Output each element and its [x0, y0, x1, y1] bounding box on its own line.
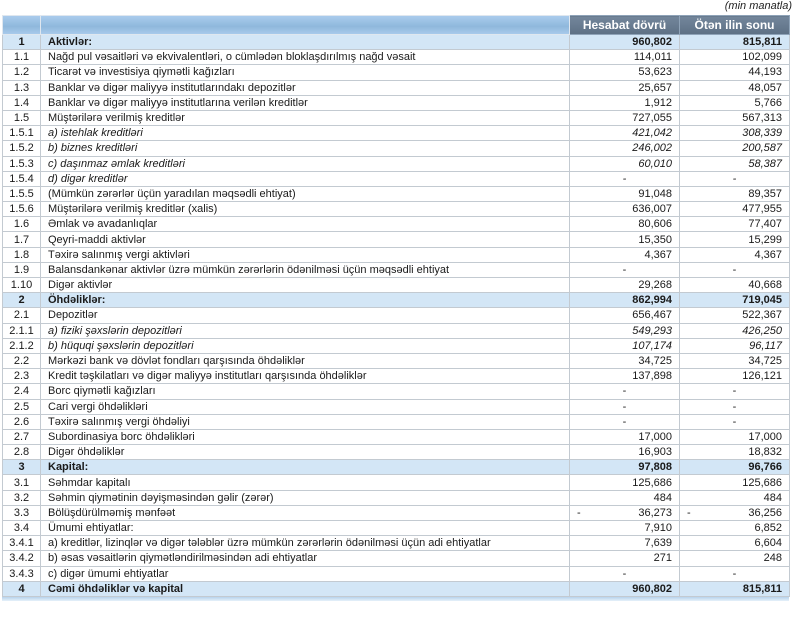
value-previous-year-end: 248	[680, 551, 790, 566]
table-bottom-edge	[2, 597, 789, 601]
row-number: 1.5.1	[3, 126, 41, 141]
table-row	[3, 581, 790, 596]
table-row	[3, 353, 790, 368]
value-previous-year-end: 200,587	[680, 141, 790, 156]
value-reporting-period: 17,000	[570, 429, 680, 444]
value-previous-year-end: 18,832	[680, 445, 790, 460]
row-label: Banklar və digər maliyyə institutlarındakı depozitlər	[41, 80, 570, 95]
row-label: Nağd pul vəsaitləri və ekvivalentləri, o cümlədən bloklaşdırılmış nağd vəsait	[41, 50, 570, 65]
value-reporting-period: 960,802	[570, 35, 680, 50]
row-number: 2.4	[3, 384, 41, 399]
value-reporting-period: 960,802	[570, 581, 680, 596]
row-number: 1.5.4	[3, 171, 41, 186]
value-previous-year-end: 4,367	[680, 247, 790, 262]
table-row	[3, 293, 790, 308]
value-previous-year-end: 102,099	[680, 50, 790, 65]
value-previous-year-end: 477,955	[680, 202, 790, 217]
value-previous-year-end: 426,250	[680, 323, 790, 338]
value-previous-year-end: -	[680, 414, 790, 429]
value-previous-year-end: 34,725	[680, 353, 790, 368]
row-number: 3.3	[3, 505, 41, 520]
value-previous-year-end: -	[680, 399, 790, 414]
row-number: 2.1.2	[3, 338, 41, 353]
row-number: 3.4.1	[3, 536, 41, 551]
row-label: Bölüşdürülməmiş mənfəət	[41, 505, 570, 520]
column-header-previous-year-end: Ötən ilin sonu	[680, 16, 790, 35]
row-label: Depozitlər	[41, 308, 570, 323]
financial-table	[2, 15, 790, 597]
value-reporting-period: 114,011	[570, 50, 680, 65]
table-row	[3, 536, 790, 551]
row-label: Borc qiymətli kağızları	[41, 384, 570, 399]
row-number: 3.2	[3, 490, 41, 505]
value-previous-year-end: 522,367	[680, 308, 790, 323]
row-number: 2.3	[3, 369, 41, 384]
row-number: 2.1.1	[3, 323, 41, 338]
row-label: c) digər ümumi ehtiyatlar	[41, 566, 570, 581]
row-number: 1.6	[3, 217, 41, 232]
value-reporting-period: 4,367	[570, 247, 680, 262]
column-header-reporting-period: Hesabat dövrü	[570, 16, 680, 35]
row-number: 1.5.6	[3, 202, 41, 217]
row-number-column-header	[3, 16, 41, 35]
table-row	[3, 141, 790, 156]
value-previous-year-end: 815,811	[680, 35, 790, 50]
table-body	[3, 35, 790, 597]
table-row	[3, 460, 790, 475]
row-label: Müştərilərə verilmiş kreditlər (xalis)	[41, 202, 570, 217]
value-reporting-period: 60,010	[570, 156, 680, 171]
row-label: Təxirə salınmış vergi aktivləri	[41, 247, 570, 262]
table-row	[3, 490, 790, 505]
row-number: 2.2	[3, 353, 41, 368]
value-reporting-period: 91,048	[570, 186, 680, 201]
table-row	[3, 323, 790, 338]
row-label: d) digər kreditlər	[41, 171, 570, 186]
row-label: Aktivlər:	[41, 35, 570, 50]
value-reporting-period: 862,994	[570, 293, 680, 308]
header-row	[3, 16, 790, 35]
table-row	[3, 247, 790, 262]
value-reporting-period: 1,912	[570, 95, 680, 110]
table-row	[3, 80, 790, 95]
table-row	[3, 95, 790, 110]
value-reporting-period: 25,657	[570, 80, 680, 95]
value-reporting-period: -	[570, 414, 680, 429]
row-label: Subordinasiya borc öhdəlikləri	[41, 429, 570, 444]
row-number: 1.5.5	[3, 186, 41, 201]
value-previous-year-end: 6,852	[680, 521, 790, 536]
value-previous-year-end: 815,811	[680, 581, 790, 596]
unit-note: (min manatla)	[724, 0, 792, 12]
table-row	[3, 551, 790, 566]
value-previous-year-end: -	[680, 384, 790, 399]
row-label: Səhmdar kapitalı	[41, 475, 570, 490]
table-row	[3, 475, 790, 490]
row-label: Ümumi ehtiyatlar:	[41, 521, 570, 536]
value-reporting-period: 125,686	[570, 475, 680, 490]
value-reporting-period: 727,055	[570, 110, 680, 125]
table-header	[3, 16, 790, 35]
value-reporting-period: 636,007	[570, 202, 680, 217]
row-number: 1.5.2	[3, 141, 41, 156]
value-reporting-period: 97,808	[570, 460, 680, 475]
value-reporting-period: 34,725	[570, 353, 680, 368]
value-reporting-period: 549,293	[570, 323, 680, 338]
row-label: Balansdankənar aktivlər üzrə mümkün zərərlərin ödənilməsi üçün məqsədli ehtiyat	[41, 262, 570, 277]
row-number: 1.7	[3, 232, 41, 247]
table-row	[3, 414, 790, 429]
row-number: 2.8	[3, 445, 41, 460]
value-reporting-period: -	[570, 171, 680, 186]
row-number: 1.9	[3, 262, 41, 277]
row-number: 1.4	[3, 95, 41, 110]
row-label: Mərkəzi bank və dövlət fondları qarşısında öhdəliklər	[41, 353, 570, 368]
row-number: 1.10	[3, 278, 41, 293]
row-label: Müştərilərə verilmiş kreditlər	[41, 110, 570, 125]
row-label: Ticarət və investisiya qiymətli kağızları	[41, 65, 570, 80]
row-number: 1	[3, 35, 41, 50]
value-reporting-period: -	[570, 566, 680, 581]
row-number: 4	[3, 581, 41, 596]
value-previous-year-end: 5,766	[680, 95, 790, 110]
table-row	[3, 262, 790, 277]
row-label: Kredit təşkilatları və digər maliyyə institutları qarşısında öhdəliklər	[41, 369, 570, 384]
table-row	[3, 156, 790, 171]
table-row	[3, 126, 790, 141]
value-reporting-period: 107,174	[570, 338, 680, 353]
table-row	[3, 566, 790, 581]
row-label: Səhmin qiymətinin dəyişməsindən gəlir (zərər)	[41, 490, 570, 505]
description-column-header	[41, 16, 570, 35]
row-label: Təxirə salınmış vergi öhdəliyi	[41, 414, 570, 429]
row-number: 1.5	[3, 110, 41, 125]
row-label: Banklar və digər maliyyə institutlarına verilən kreditlər	[41, 95, 570, 110]
value-previous-year-end: 484	[680, 490, 790, 505]
row-number: 3.1	[3, 475, 41, 490]
row-label: Qeyri-maddi aktivlər	[41, 232, 570, 247]
value-previous-year-end: 96,117	[680, 338, 790, 353]
table-row	[3, 429, 790, 444]
value-reporting-period: 7,910	[570, 521, 680, 536]
value-previous-year-end: 15,299	[680, 232, 790, 247]
row-number: 1.3	[3, 80, 41, 95]
row-number: 1.2	[3, 65, 41, 80]
row-label: b) biznes kreditləri	[41, 141, 570, 156]
row-number: 2.5	[3, 399, 41, 414]
value-reporting-period: 484	[570, 490, 680, 505]
row-label: Digər aktivlər	[41, 278, 570, 293]
table-row	[3, 110, 790, 125]
row-number: 3.4.2	[3, 551, 41, 566]
value-previous-year-end: 40,668	[680, 278, 790, 293]
value-previous-year-end: 89,357	[680, 186, 790, 201]
value-previous-year-end: 126,121	[680, 369, 790, 384]
table-row	[3, 65, 790, 80]
row-number: 2.6	[3, 414, 41, 429]
table-row	[3, 338, 790, 353]
value-previous-year-end: 48,057	[680, 80, 790, 95]
table-row	[3, 50, 790, 65]
row-label: a) istehlak kreditləri	[41, 126, 570, 141]
value-reporting-period: 246,002	[570, 141, 680, 156]
value-reporting-period: 421,042	[570, 126, 680, 141]
value-previous-year-end: 567,313	[680, 110, 790, 125]
row-label: b) hüquqi şəxslərin depozitləri	[41, 338, 570, 353]
table-row	[3, 202, 790, 217]
row-label: Öhdəliklər:	[41, 293, 570, 308]
value-previous-year-end: -	[680, 262, 790, 277]
value-previous-year-end: -	[680, 566, 790, 581]
row-label: (Mümkün zərərlər üçün yaradılan məqsədli ehtiyat)	[41, 186, 570, 201]
table-row	[3, 308, 790, 323]
value-reporting-period: 53,623	[570, 65, 680, 80]
table-row	[3, 35, 790, 50]
table-row	[3, 505, 790, 520]
row-number: 3.4	[3, 521, 41, 536]
row-label: a) kreditlər, lizinqlər və digər tələblər üzrə mümkün zərərlərin ödənilməsi üçün adi ehtiyatlar	[41, 536, 570, 551]
row-number: 1.5.3	[3, 156, 41, 171]
row-label: Kapital:	[41, 460, 570, 475]
value-reporting-period: 656,467	[570, 308, 680, 323]
table-row	[3, 186, 790, 201]
row-label: c) daşınmaz əmlak kreditləri	[41, 156, 570, 171]
row-label: b) əsas vəsaitlərin qiymətləndirilməsindən adi ehtiyatlar	[41, 551, 570, 566]
row-number: 3.4.3	[3, 566, 41, 581]
row-number: 2.1	[3, 308, 41, 323]
value-reporting-period: 16,903	[570, 445, 680, 460]
value-reporting-period: 29,268	[570, 278, 680, 293]
row-label: Cəmi öhdəliklər və kapital	[41, 581, 570, 596]
value-previous-year-end: 58,387	[680, 156, 790, 171]
row-number: 3	[3, 460, 41, 475]
table-row	[3, 384, 790, 399]
value-previous-year-end: 96,766	[680, 460, 790, 475]
value-reporting-period: 137,898	[570, 369, 680, 384]
row-label: Əmlak və avadanlıqlar	[41, 217, 570, 232]
value-previous-year-end: 125,686	[680, 475, 790, 490]
row-label: Cari vergi öhdəlikləri	[41, 399, 570, 414]
value-reporting-period: 80,606	[570, 217, 680, 232]
table-row	[3, 369, 790, 384]
value-reporting-period: - 36,273	[570, 505, 680, 520]
value-previous-year-end: -	[680, 171, 790, 186]
row-label: a) fiziki şəxslərin depozitləri	[41, 323, 570, 338]
value-reporting-period: 15,350	[570, 232, 680, 247]
table-row	[3, 399, 790, 414]
table-row	[3, 278, 790, 293]
row-number: 1.1	[3, 50, 41, 65]
row-number: 2	[3, 293, 41, 308]
value-reporting-period: -	[570, 262, 680, 277]
financial-statement	[2, 15, 789, 601]
value-previous-year-end: 308,339	[680, 126, 790, 141]
value-reporting-period: -	[570, 384, 680, 399]
table-row	[3, 521, 790, 536]
table-row	[3, 217, 790, 232]
value-previous-year-end: 77,407	[680, 217, 790, 232]
table-row	[3, 171, 790, 186]
table-row	[3, 232, 790, 247]
value-reporting-period: 7,639	[570, 536, 680, 551]
table-row	[3, 445, 790, 460]
value-previous-year-end: - 36,256	[680, 505, 790, 520]
value-previous-year-end: 719,045	[680, 293, 790, 308]
row-number: 2.7	[3, 429, 41, 444]
value-previous-year-end: 6,604	[680, 536, 790, 551]
value-previous-year-end: 44,193	[680, 65, 790, 80]
row-label: Digər öhdəliklər	[41, 445, 570, 460]
value-reporting-period: -	[570, 399, 680, 414]
row-number: 1.8	[3, 247, 41, 262]
value-previous-year-end: 17,000	[680, 429, 790, 444]
value-reporting-period: 271	[570, 551, 680, 566]
